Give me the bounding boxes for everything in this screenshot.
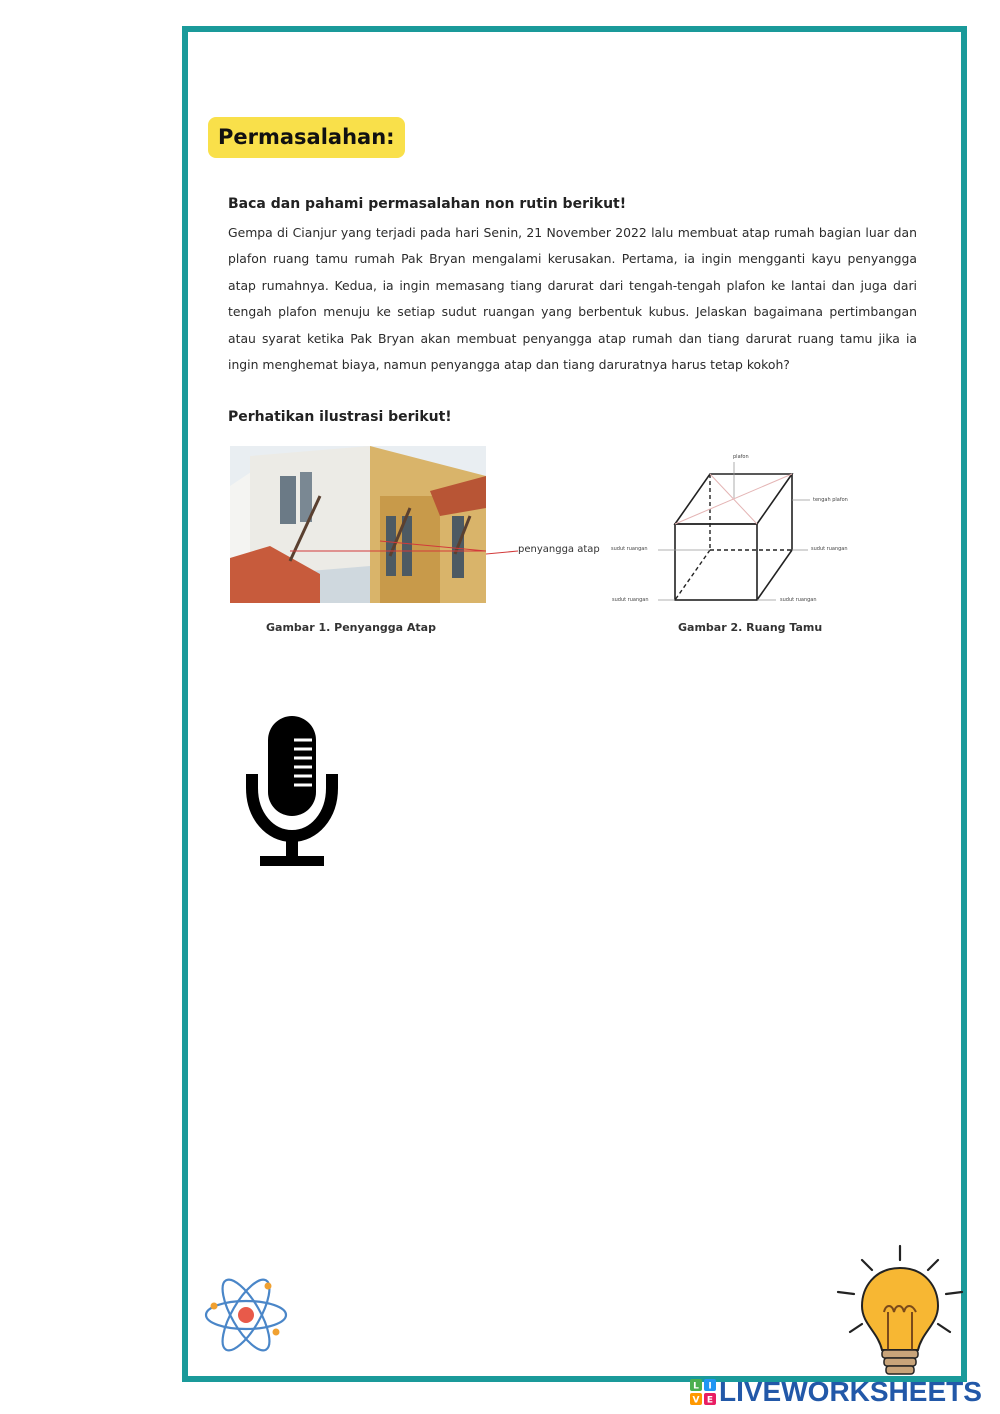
cube-label-center: tengah plafon — [813, 497, 848, 503]
cube-label-corner-bottom-left: sudut ruangan — [612, 597, 649, 603]
section-badge: Permasalahan: — [208, 117, 405, 158]
liveworksheets-wordmark: LIVEWORKSHEETS — [719, 1376, 982, 1407]
label-pointer-line — [486, 546, 518, 558]
instruction-heading: Baca dan pahami permasalahan non rutin berikut! — [228, 196, 627, 212]
cube-label-corner-left: sudut ruangan — [611, 546, 648, 552]
illustration-heading: Perhatikan ilustrasi berikut! — [228, 409, 452, 425]
svg-text:I: I — [708, 1381, 712, 1392]
cube-label-plafon: plafon — [733, 454, 749, 460]
svg-text:E: E — [706, 1395, 714, 1405]
microphone-icon[interactable] — [240, 712, 344, 870]
liveworksheets-logo-icon — [690, 1379, 716, 1405]
svg-text:V: V — [692, 1395, 700, 1405]
roof-support-label: penyangga atap — [518, 544, 600, 555]
figure1-caption: Gambar 1. Penyangga Atap — [266, 621, 436, 634]
cube-label-corner-bottom-right: sudut ruangan — [780, 597, 817, 603]
cube-label-corner-right: sudut ruangan — [811, 546, 848, 552]
atom-icon — [200, 1272, 292, 1358]
problem-paragraph: Gempa di Cianjur yang terjadi pada hari Senin, 21 November 2022 lalu membuat atap rumah bagian luar dan plafon ruang tamu rumah Pak Bryan mengalami kerusakan. Pertama, ia ingin mengganti kayu penyangga atap rumahnya. Kedua, ia ingin memasang tiang darurat dari tengah-tengah plafon ke lantai dan juga dari tengah plafon menuju ke setiap sudut ruangan yang berbentuk kubus. Jelaskan bagaimana pertimbangan atau syarat ketika Pak Bryan akan membuat penyangga atap rumah dan tiang darurat ruang tamu jika ia ingin menghemat biaya, namun penyangga atap dan tiang daruratnya harus tetap kokoh? — [228, 225, 917, 373]
figure2-caption: Gambar 2. Ruang Tamu — [678, 621, 823, 634]
liveworksheets-brand — [690, 1372, 982, 1412]
cube-room-diagram — [600, 448, 870, 610]
svg-text:L: L — [693, 1381, 699, 1392]
roof-support-photo — [230, 446, 486, 603]
light-bulb-icon — [832, 1242, 968, 1392]
